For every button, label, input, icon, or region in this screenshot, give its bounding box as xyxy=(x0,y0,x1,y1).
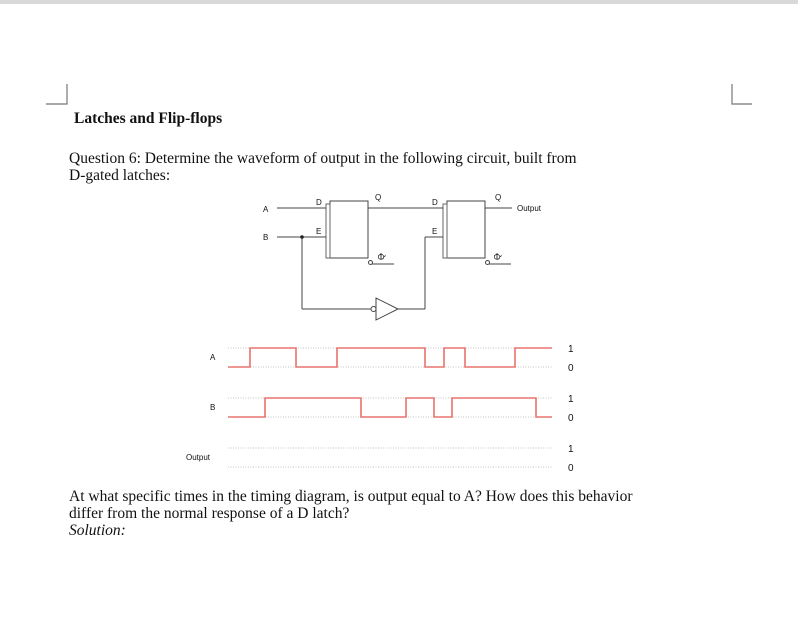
inverter xyxy=(376,298,398,320)
circuit-labels xyxy=(263,193,542,260)
question-line-1: Question 6: Determine the waveform of output in the following circuit, built from xyxy=(69,150,577,167)
a-low-level: 0 xyxy=(568,363,574,374)
answer-line-1: At what specific times in the timing diagram, is output equal to A? How does this behavior xyxy=(69,488,633,505)
latch-1-qbar-label: Q xyxy=(377,253,386,260)
input-b-label: B xyxy=(263,233,269,242)
qbar2-bubble xyxy=(486,261,490,265)
qbar1-bubble xyxy=(369,261,373,265)
crop-mark-left xyxy=(46,84,67,104)
answer-prompt xyxy=(69,488,749,539)
latch-2-bar xyxy=(443,204,447,258)
answer-line-2: differ from the normal response of a D latch? xyxy=(69,505,350,522)
section-heading: Latches and Flip-flops xyxy=(74,110,223,127)
inverter-bubble xyxy=(371,307,376,312)
a-high-level: 1 xyxy=(568,344,574,355)
latch-2-q-label: Q xyxy=(495,193,502,202)
junction-dot xyxy=(300,235,304,239)
b-low-level: 0 xyxy=(568,413,574,424)
output-high-level: 1 xyxy=(568,444,574,455)
latch-2-d-label: D xyxy=(432,198,438,207)
latch-1-q-label: Q xyxy=(375,193,382,202)
output-label: Output xyxy=(517,204,542,213)
timing-labels xyxy=(186,353,216,462)
latch-2 xyxy=(447,201,485,258)
signal-b-label: B xyxy=(210,403,216,412)
wave-b xyxy=(228,398,552,417)
latch-2-e-label: E xyxy=(432,227,438,236)
timing-grid xyxy=(228,348,552,467)
solution-label: Solution: xyxy=(69,522,126,539)
signal-output-label: Output xyxy=(186,453,211,462)
latch-1-e-label: E xyxy=(316,227,322,236)
signal-a-label: A xyxy=(210,353,216,362)
crop-mark-right xyxy=(732,84,752,104)
latch-1 xyxy=(330,201,368,258)
wave-a xyxy=(228,348,552,367)
latch-1-bar xyxy=(326,204,330,258)
timing-level-labels xyxy=(568,344,574,474)
timing-waves xyxy=(228,348,552,417)
b-high-level: 1 xyxy=(568,394,574,405)
question-text xyxy=(69,150,669,184)
latch-1-d-label: D xyxy=(316,198,322,207)
output-low-level: 0 xyxy=(568,463,574,474)
latch-2-qbar-label: Q xyxy=(493,253,502,260)
circuit-diagram xyxy=(277,201,512,320)
question-line-2: D-gated latches: xyxy=(69,167,171,184)
input-a-label: A xyxy=(263,205,269,214)
